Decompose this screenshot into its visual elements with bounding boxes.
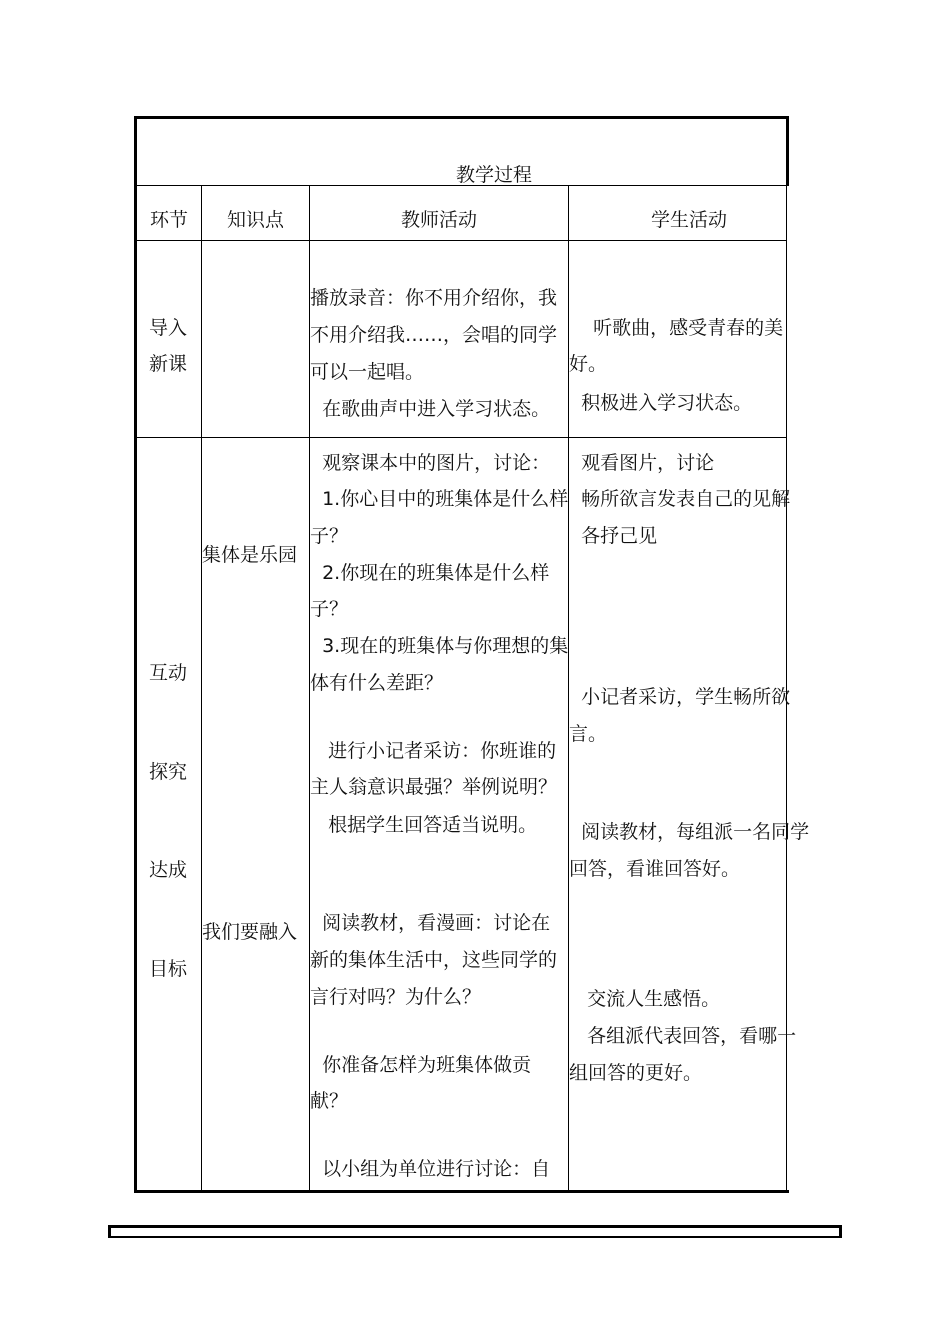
row1-student-line2: 好。 xyxy=(569,353,608,375)
row2-student-b4-l2: 各组派代表回答，看哪一 xyxy=(569,1025,797,1047)
row2-teacher-b1-l2: 1.你心目中的班集体是什么样 xyxy=(310,488,569,510)
row2-student-b3-l2: 回答，看谁回答好。 xyxy=(569,858,741,880)
row1-teacher-line2: 不用介绍我……，会唱的同学 xyxy=(310,324,558,346)
bottom-frame xyxy=(108,1225,842,1238)
row1-stage-line2: 新课 xyxy=(149,353,188,375)
row2-teacher-b1-l7: 体有什么差距？ xyxy=(310,672,444,694)
rule-row1-bottom xyxy=(136,437,787,438)
row1-teacher-line1: 播放录音：你不用介绍你，我 xyxy=(310,287,558,309)
table-border-left xyxy=(134,116,137,1193)
row2-student-b1-l2: 畅所欲言发表自己的见解 xyxy=(569,488,791,510)
row1-stage-line1: 导入 xyxy=(149,317,188,339)
row2-teacher-b1-l1: 观察课本中的图片，讨论： xyxy=(310,452,551,474)
table-title: 教学过程 xyxy=(456,164,533,186)
row2-teacher-b4-l1: 你准备怎样为班集体做贡 xyxy=(310,1054,532,1076)
row2-teacher-b1-l3: 子？ xyxy=(310,525,349,547)
row2-stage-line2: 探究 xyxy=(149,761,188,783)
row1-student-line3: 积极进入学习状态。 xyxy=(569,392,753,414)
header-student: 学生活动 xyxy=(650,209,727,231)
table-border-right xyxy=(786,116,789,186)
table-border-bottom xyxy=(134,1190,789,1193)
row2-student-b1-l1: 观看图片，讨论 xyxy=(569,452,715,474)
row2-teacher-b5-l1: 以小组为单位进行讨论：自 xyxy=(310,1158,551,1180)
row2-teacher-b3-l2: 新的集体生活中，这些同学的 xyxy=(310,949,558,971)
row2-teacher-b1-l5: 子？ xyxy=(310,598,349,620)
row2-stage-line4: 目标 xyxy=(149,958,188,980)
row2-teacher-b1-l4: 2.你现在的班集体是什么样 xyxy=(310,562,550,584)
row2-knowledge-2: 我们要融入 xyxy=(202,921,298,943)
header-knowledge: 知识点 xyxy=(226,209,284,231)
row2-stage-line3: 达成 xyxy=(149,859,188,881)
row2-teacher-b2-l1: 进行小记者采访：你班谁的 xyxy=(310,740,557,762)
row2-teacher-b2-l2: 主人翁意识最强？举例说明？ xyxy=(310,776,558,798)
row2-teacher-b3-l1: 阅读教材，看漫画：讨论在 xyxy=(310,912,551,934)
row2-student-b1-l3: 各抒己见 xyxy=(569,525,658,547)
row2-student-b2-l2: 言。 xyxy=(569,723,608,745)
row2-student-b3-l1: 阅读教材，每组派一名同学 xyxy=(569,821,810,843)
rule-col1 xyxy=(201,185,202,1191)
row2-stage-line1: 互动 xyxy=(149,662,188,684)
row2-teacher-b2-l3: 根据学生回答适当说明。 xyxy=(310,814,538,836)
row2-teacher-b1-l6: 3.现在的班集体与你理想的集 xyxy=(310,635,569,657)
row2-knowledge-1: 集体是乐园 xyxy=(202,544,298,566)
table-border-top xyxy=(134,116,789,119)
row2-student-b4-l3: 组回答的更好。 xyxy=(569,1062,703,1084)
row2-teacher-b4-l2: 献？ xyxy=(310,1090,349,1112)
rule-header-bottom xyxy=(136,240,787,241)
row1-teacher-line3: 可以一起唱。 xyxy=(310,361,425,383)
row2-student-b4-l1: 交流人生感悟。 xyxy=(569,988,721,1010)
row1-student-line1: 听歌曲，感受青春的美 xyxy=(569,317,784,339)
row2-teacher-b3-l3: 言行对吗？为什么？ xyxy=(310,986,482,1008)
row2-student-b2-l1: 小记者采访，学生畅所欲 xyxy=(569,686,791,708)
header-stage: 环节 xyxy=(149,209,188,231)
header-teacher: 教师活动 xyxy=(400,209,477,231)
row1-teacher-line4: 在歌曲声中进入学习状态。 xyxy=(310,398,551,420)
